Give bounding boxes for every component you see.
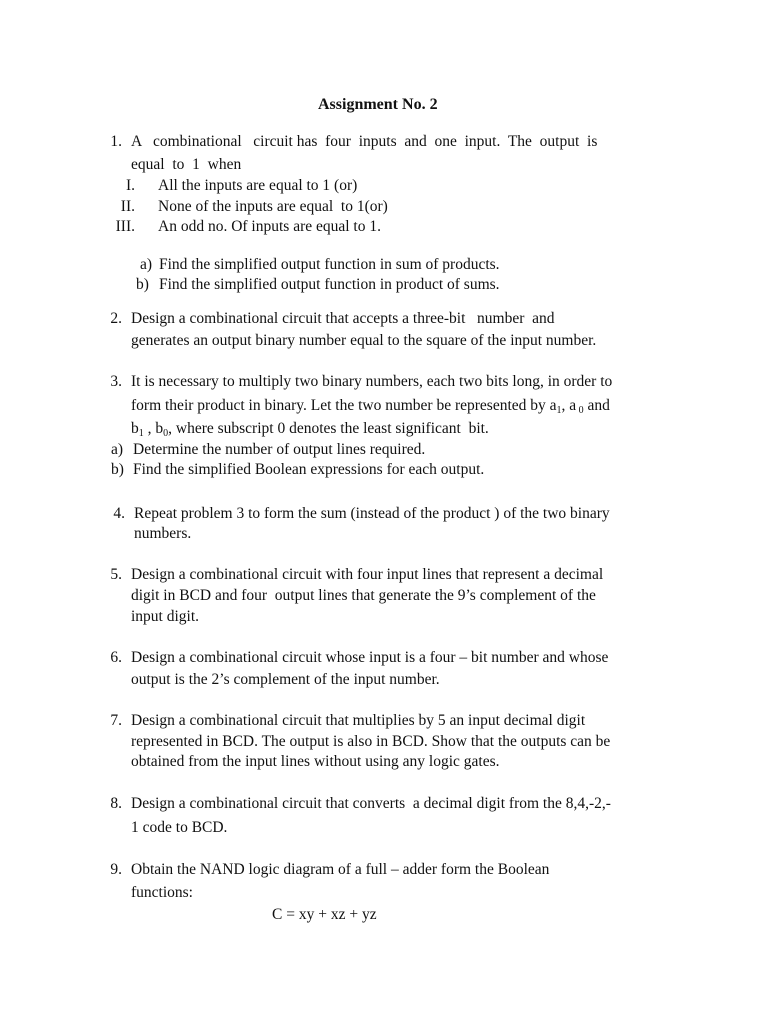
part-label: a) — [111, 441, 124, 458]
question-number: 2. — [110, 310, 122, 327]
question-number: 9. — [110, 861, 122, 878]
question-number: 6. — [110, 649, 122, 666]
question-text-line: Design a combinational circuit that multiplies by 5 an input decimal digit — [131, 712, 586, 729]
question-text-line: equal to 1 when — [131, 156, 242, 173]
question-text-line: Repeat problem 3 to form the sum (instead of the product ) of the two binary — [134, 505, 610, 522]
condition-text: All the inputs are equal to 1 (or) — [158, 177, 358, 194]
question-text-line: Design a combinational circuit that accepts a three-bit number and — [131, 310, 555, 327]
part-text: Determine the number of output lines required. — [133, 441, 426, 458]
question-number: 7. — [110, 712, 122, 729]
question-text-line: It is necessary to multiply two binary numbers, each two bits long, in order to — [131, 373, 613, 390]
condition-text: An odd no. Of inputs are equal to 1. — [158, 218, 381, 235]
question-number: 4. — [113, 505, 125, 522]
question-number: 3. — [110, 373, 122, 390]
question-text-line: Design a combinational circuit with four input lines that represent a decimal — [131, 566, 604, 583]
question-text-line: form their product in binary. Let the two number be represented by $a_1$, a $_0$ and — [131, 397, 610, 416]
condition-text: None of the inputs are equal to 1(or) — [158, 198, 388, 215]
question-text-line: generates an output binary number equal to the square of the input number. — [131, 332, 597, 349]
question-number: 1. — [110, 133, 122, 150]
page-title: Assignment No. 2 — [318, 96, 438, 113]
part-label: a) — [140, 256, 153, 273]
question-text-line: functions: — [131, 884, 193, 901]
question-text-line: Design a combinational circuit whose input is a four – bit number and whose — [131, 649, 609, 666]
question-text-line: input digit. — [131, 608, 200, 625]
question-text-line: digit in BCD and four output lines that generate the 9’s complement of the — [131, 587, 596, 604]
roman-numeral: II. — [120, 198, 135, 215]
question-text-line: numbers. — [134, 525, 192, 542]
boolean-equation: C = xy + xz + yz — [272, 906, 377, 923]
part-text: Find the simplified Boolean expressions for each output. — [133, 461, 485, 478]
part-label: b) — [136, 276, 149, 293]
question-text-line: represented in BCD. The output is also in BCD. Show that the outputs can be — [131, 733, 611, 750]
roman-numeral: III. — [115, 218, 135, 235]
part-text: Find the simplified output function in sum of products. — [159, 256, 500, 273]
question-text-line: A combinational circuit has four inputs and one input. The output is — [131, 133, 598, 150]
question-number: 5. — [110, 566, 122, 583]
roman-numeral: I. — [125, 177, 135, 194]
part-text: Find the simplified output function in product of sums. — [159, 276, 500, 293]
question-text-line: Obtain the NAND logic diagram of a full – adder form the Boolean — [131, 861, 550, 878]
question-text-line: Design a combinational circuit that converts a decimal digit from the 8,4,-2,- — [131, 795, 611, 812]
question-number: 8. — [110, 795, 122, 812]
part-label: b) — [111, 461, 124, 478]
question-text-line: $b_1$ , $b_0$, where subscript 0 denotes the least significant bit. — [131, 420, 489, 439]
question-text-line: 1 code to BCD. — [131, 819, 228, 836]
question-text-line: output is the 2’s complement of the input number. — [131, 671, 440, 688]
question-text-line: obtained from the input lines without using any logic gates. — [131, 753, 500, 770]
